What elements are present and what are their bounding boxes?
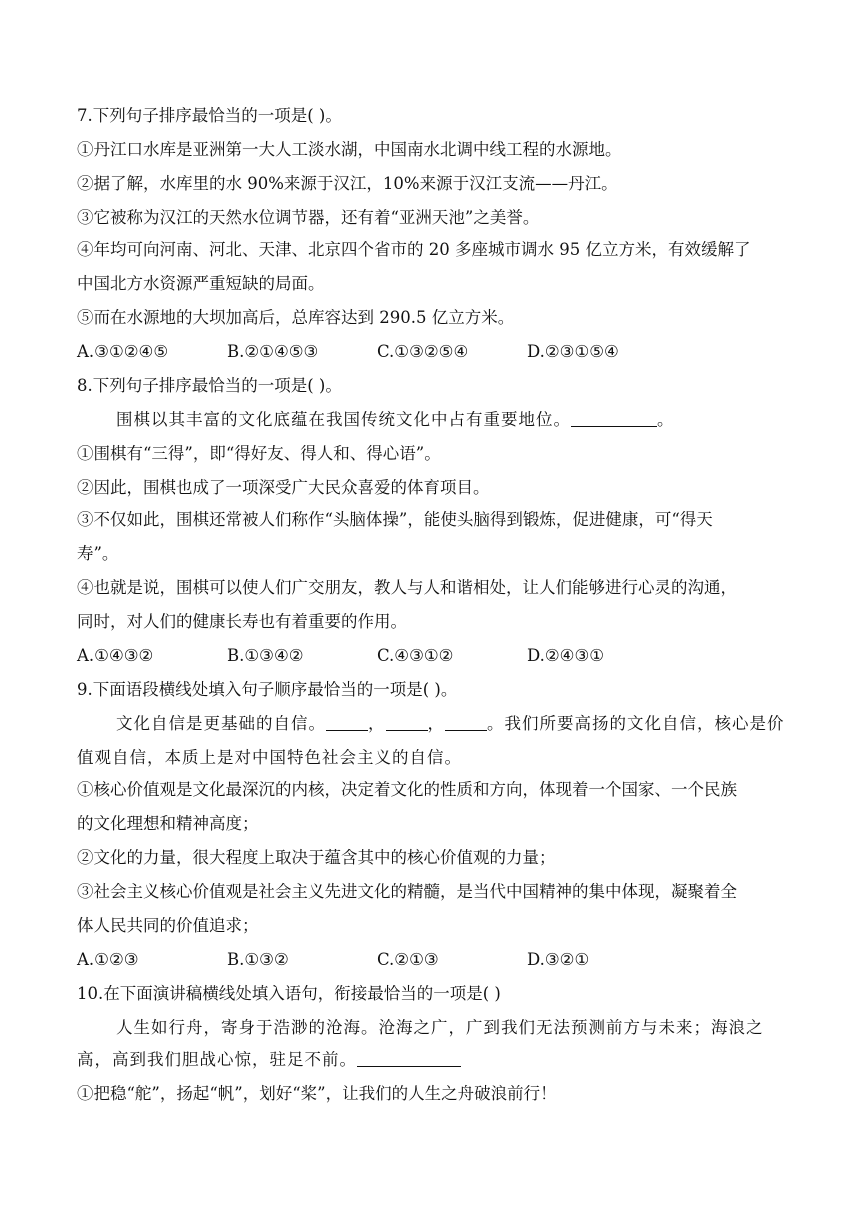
q9-option-a: A.①②③	[77, 950, 139, 969]
q8-answer-blank	[571, 410, 657, 427]
q9-option-d: D.③②①	[527, 950, 590, 969]
q8-sentence-3-line1: ③不仅如此，围棋还常被人们称作“头脑体操”，能使头脑得到锻炼，促进健康，可“得天	[77, 510, 713, 529]
q10-stem: 10.在下面演讲稿横线处填入语句，衔接最恰当的一项是( )	[77, 984, 501, 1003]
q7-option-a: A.③①②④⑤	[77, 342, 169, 361]
q8-intro	[116, 410, 675, 430]
q10-intro-line2	[77, 1050, 461, 1070]
q8-sentence-1: ①围棋有“三得”，即“得好友、得人和、得心语”。	[77, 444, 441, 463]
q9-sentence-3-line1: ③社会主义核心价值观是社会主义先进文化的精髓，是当代中国精神的集中体现，凝聚着全	[77, 882, 737, 901]
q8-option-a: A.①④③②	[77, 646, 154, 665]
q7-sentence-4-line2: 中国北方水资源严重短缺的局面。	[77, 274, 325, 293]
q7-option-c: C.①③②⑤④	[377, 342, 469, 361]
q8-sentence-4-line2: 同时，对人们的健康长寿也有着重要的作用。	[77, 612, 407, 631]
q9-blank-2	[386, 714, 428, 731]
q8-option-c: C.④③①②	[377, 646, 454, 665]
q8-intro-text: 围棋以其丰富的文化底蕴在我国传统文化中占有重要地位。	[116, 410, 571, 429]
q7-sentence-5: ⑤而在水源地的大坝加高后，总库容达到 290.5 亿立方米。	[77, 308, 515, 327]
q7-sentence-3: ③它被称为汉江的天然水位调节器，还有着“亚洲天池”之美誉。	[77, 208, 540, 227]
q10-intro-line1: 人生如行舟，寄身于浩渺的沧海。沧海之广，广到我们无法预测前方与未来；海浪之	[116, 1018, 764, 1037]
q7-option-b: B.②①④⑤③	[227, 342, 319, 361]
q7-sentence-4-line1: ④年均可向河南、河北、天津、北京四个省市的 20 多座城市调水 95 亿立方米，有效缓解了	[77, 240, 751, 259]
q9-sentence-1-line2: 的文化理想和精神高度；	[77, 814, 259, 833]
q7-option-d: D.②③①⑤④	[527, 342, 619, 361]
q8-sentence-4-line1: ④也就是说，围棋可以使人们广交朋友，教人与人和谐相处，让人们能够进行心灵的沟通，	[77, 578, 737, 597]
q9-intro-rest: 。我们所要高扬的文化自信，核心是价	[487, 714, 785, 733]
q9-option-b: B.①③②	[227, 950, 289, 969]
q8-sentence-2: ②因此，围棋也成了一项深受广大民众喜爱的体育项目。	[77, 478, 490, 497]
q7-stem: 7.下列句子排序最恰当的一项是( )。	[77, 106, 342, 125]
q9-option-c: C.②①③	[377, 950, 439, 969]
q10-sentence-1: ①把稳“舵”，扬起“帆”，划好“桨”，让我们的人生之舟破浪前行！	[77, 1084, 557, 1103]
q9-sentence-1-line1: ①核心价值观是文化最深沉的内核，决定着文化的性质和方向，体现着一个国家、一个民族	[77, 780, 737, 799]
q9-intro-line1	[116, 714, 785, 734]
q8-option-b: B.①③④②	[227, 646, 304, 665]
q9-intro-start: 文化自信是更基础的自信。	[116, 714, 326, 733]
q10-answer-blank	[357, 1050, 461, 1067]
q8-stem: 8.下列句子排序最恰当的一项是( )。	[77, 376, 342, 395]
q9-comma-2: ，	[427, 714, 445, 733]
q9-stem: 9.下面语段横线处填入句子顺序最恰当的一项是( )。	[77, 680, 458, 699]
q9-intro-line2: 值观自信，本质上是对中国特色社会主义的自信。	[77, 748, 462, 767]
q9-sentence-2: ②文化的力量，很大程度上取决于蕴含其中的核心价值观的力量；	[77, 848, 556, 867]
q9-blank-3	[445, 714, 487, 731]
q8-sentence-3-line2: 寿”。	[77, 544, 119, 563]
q7-sentence-1: ①丹江口水库是亚洲第一大人工淡水湖，中国南水北调中线工程的水源地。	[77, 140, 622, 159]
q9-comma-1: ，	[368, 714, 386, 733]
q9-sentence-3-line2: 体人民共同的价值追求；	[77, 916, 259, 935]
q7-sentence-2: ②据了解，水库里的水 90%来源于汉江，10%来源于汉江支流——丹江。	[77, 174, 618, 193]
q10-intro-line2-text: 高，高到我们胆战心惊，驻足不前。	[77, 1050, 357, 1069]
q8-option-d: D.②④③①	[527, 646, 605, 665]
q8-intro-period: 。	[657, 410, 675, 429]
q9-blank-1	[326, 714, 368, 731]
